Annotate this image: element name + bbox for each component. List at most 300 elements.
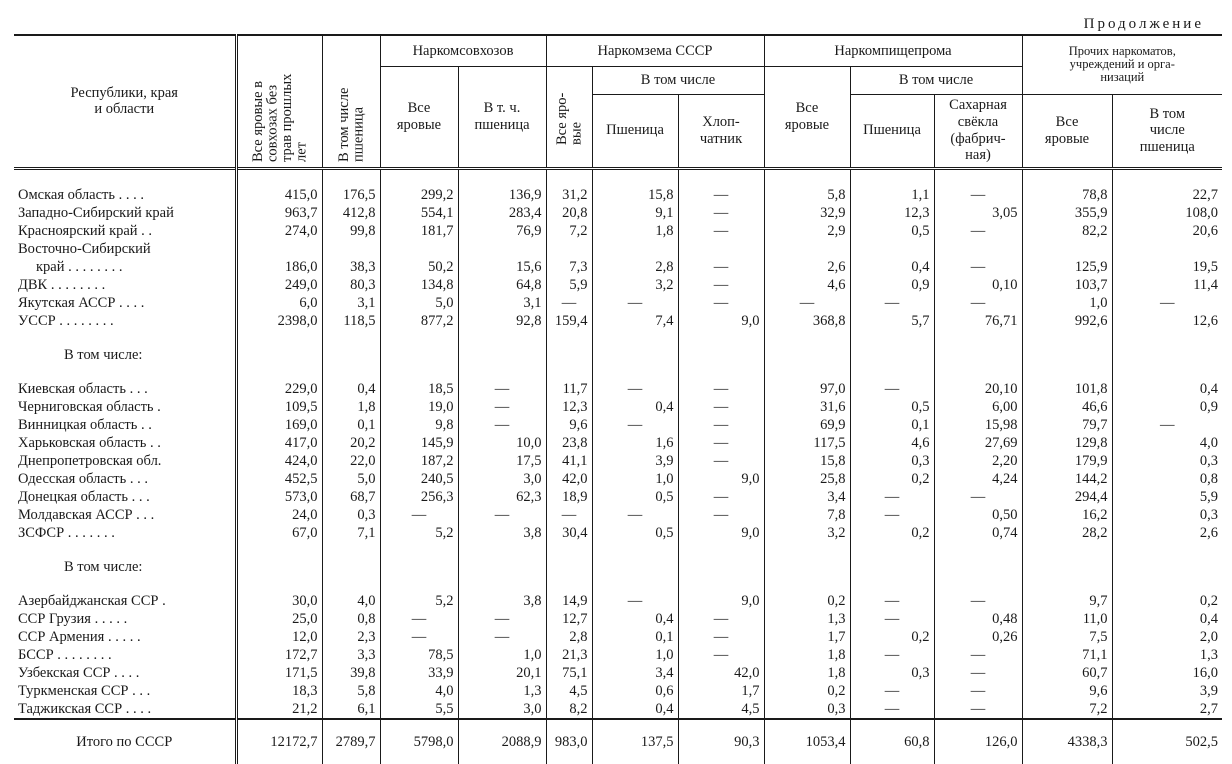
value-cell: 181,7 [380, 222, 458, 240]
section-label-row [14, 346, 1222, 364]
section-label-row [14, 542, 1222, 558]
value-cell: 229,0 [236, 380, 322, 398]
value-cell: 1,0 [458, 646, 546, 664]
header-narkomzema-cotton: Хлоп- чатник [678, 94, 764, 168]
region-name: Азербайджанская ССР . [18, 592, 166, 609]
value-cell: — [592, 506, 678, 524]
value-cell: 3,8 [458, 524, 546, 542]
value-cell: 68,7 [322, 488, 380, 506]
value-cell: 7,3 [546, 258, 592, 276]
table-row [14, 416, 1222, 434]
value-cell: 4,5 [546, 682, 592, 700]
header-narkompishcheproma-all: Все яровые [764, 67, 850, 169]
table-row [14, 276, 1222, 294]
value-cell: — [592, 380, 678, 398]
value-cell: 0,8 [322, 610, 380, 628]
value-cell: 64,8 [458, 276, 546, 294]
value-cell: 2398,0 [236, 312, 322, 330]
value-cell: 9,0 [678, 524, 764, 542]
region-name: Киевская область . . . [18, 380, 148, 397]
continued-label: Продолжение [1083, 16, 1204, 32]
value-cell: 30,0 [236, 592, 322, 610]
value-cell: — [934, 700, 1022, 719]
section-label-row [14, 576, 1222, 592]
value-cell: 7,2 [1022, 700, 1112, 719]
value-cell: 0,48 [934, 610, 1022, 628]
value-cell: — [678, 258, 764, 276]
value-cell: — [678, 488, 764, 506]
value-cell: 5,0 [322, 470, 380, 488]
value-cell: 0,9 [850, 276, 934, 294]
value-cell: 0,3 [850, 452, 934, 470]
value-cell: 3,0 [458, 700, 546, 719]
value-cell: 554,1 [380, 204, 458, 222]
value-cell: 78,5 [380, 646, 458, 664]
value-cell: 15,8 [592, 186, 678, 204]
header-narkomsovkhozov: Наркомсовхозов [380, 35, 546, 67]
value-cell: 12172,7 [236, 719, 322, 764]
header-narkompishcheproma-beet: Сахарная свёкла (фабрич- ная) [934, 94, 1022, 168]
table-row [14, 312, 1222, 330]
value-cell: 137,5 [592, 719, 678, 764]
value-cell: 23,8 [546, 434, 592, 452]
value-cell: 117,5 [764, 434, 850, 452]
value-cell: 32,9 [764, 204, 850, 222]
region-name: ЗСФСР . . . . . . . [18, 524, 115, 541]
value-cell: — [678, 506, 764, 524]
value-cell: 5,2 [380, 524, 458, 542]
value-cell: 3,2 [592, 276, 678, 294]
region-name: ДВК . . . . . . . . [18, 276, 106, 293]
value-cell: 3,05 [934, 204, 1022, 222]
value-cell: 31,6 [764, 398, 850, 416]
value-cell: 41,1 [546, 452, 592, 470]
value-cell: 0,10 [934, 276, 1022, 294]
value-cell: 18,9 [546, 488, 592, 506]
table-row [14, 380, 1222, 398]
value-cell: — [380, 506, 458, 524]
value-cell: 0,1 [592, 628, 678, 646]
value-cell: 0,3 [1112, 506, 1222, 524]
value-cell: 9,6 [1022, 682, 1112, 700]
value-cell: 2,8 [546, 628, 592, 646]
header-other-wheat: В том числе пшеница [1112, 94, 1222, 168]
table-row [14, 506, 1222, 524]
value-cell: — [850, 380, 934, 398]
value-cell: 452,5 [236, 470, 322, 488]
value-cell: — [764, 294, 850, 312]
value-cell: 8,2 [546, 700, 592, 719]
value-cell: — [850, 682, 934, 700]
region-name: ССР Армения . . . . . [18, 628, 141, 645]
value-cell: — [458, 380, 546, 398]
value-cell: 19,5 [1112, 258, 1222, 276]
value-cell: — [592, 416, 678, 434]
value-cell: 129,8 [1022, 434, 1112, 452]
value-cell: — [592, 592, 678, 610]
region-name: Днепропетровская обл. [18, 452, 162, 469]
value-cell: 5,0 [380, 294, 458, 312]
region-name: Таджикская ССР . . . . [18, 700, 152, 717]
value-cell: 2789,7 [322, 719, 380, 764]
region-name: Одесская область . . . [18, 470, 148, 487]
region-name: В том числе: [64, 346, 143, 363]
value-cell: 2,6 [764, 258, 850, 276]
value-cell: 0,2 [850, 524, 934, 542]
value-cell: 90,3 [678, 719, 764, 764]
value-cell: 0,2 [764, 682, 850, 700]
value-cell: 2,6 [1112, 524, 1222, 542]
value-cell: 4,0 [380, 682, 458, 700]
value-cell: 0,4 [322, 380, 380, 398]
value-cell: — [1112, 294, 1222, 312]
value-cell: — [934, 294, 1022, 312]
value-cell: 1,3 [764, 610, 850, 628]
value-cell: 412,8 [322, 204, 380, 222]
value-cell: — [934, 258, 1022, 276]
value-cell: 0,4 [592, 610, 678, 628]
value-cell: 5,8 [764, 186, 850, 204]
value-cell: 7,1 [322, 524, 380, 542]
value-cell: 101,8 [1022, 380, 1112, 398]
value-cell: 24,0 [236, 506, 322, 524]
value-cell: 25,8 [764, 470, 850, 488]
value-cell: 3,1 [458, 294, 546, 312]
value-cell: — [934, 664, 1022, 682]
header-incl-wheat: В том числе пшеница [322, 35, 380, 168]
value-cell: 12,7 [546, 610, 592, 628]
value-cell: 30,4 [546, 524, 592, 542]
value-cell: 0,50 [934, 506, 1022, 524]
value-cell: 283,4 [458, 204, 546, 222]
table-row [14, 592, 1222, 610]
region-name [14, 364, 236, 380]
header-other: Прочих наркоматов, учреждений и орга- низаций [1022, 35, 1222, 94]
value-cell: 125,9 [1022, 258, 1112, 276]
value-cell: 983,0 [546, 719, 592, 764]
region-name: Харьковская область . . [18, 434, 161, 451]
value-cell: 0,2 [850, 628, 934, 646]
value-cell: 3,4 [764, 488, 850, 506]
value-cell: — [850, 506, 934, 524]
header-narkomzema-incl: В том числе [592, 67, 764, 95]
region-name: Молдавская АССР . . . [18, 506, 155, 523]
value-cell: — [934, 646, 1022, 664]
value-cell: 2,3 [322, 628, 380, 646]
value-cell: 11,0 [1022, 610, 1112, 628]
value-cell: 19,0 [380, 398, 458, 416]
value-cell: — [380, 610, 458, 628]
value-cell: — [458, 610, 546, 628]
value-cell: — [850, 646, 934, 664]
value-cell: 75,1 [546, 664, 592, 682]
header-all-spring: Все яровые в совхозах без трав прошлых лет [236, 35, 322, 168]
table-row [14, 470, 1222, 488]
value-cell: — [678, 204, 764, 222]
value-cell: 256,3 [380, 488, 458, 506]
header-other-all: Все яровые [1022, 94, 1112, 168]
table-row [14, 186, 1222, 204]
value-cell: 0,8 [1112, 470, 1222, 488]
value-cell: 294,4 [1022, 488, 1112, 506]
value-cell: 1,3 [458, 682, 546, 700]
value-cell: 136,9 [458, 186, 546, 204]
value-cell: 0,4 [1112, 380, 1222, 398]
value-cell: — [546, 506, 592, 524]
value-cell: 18,3 [236, 682, 322, 700]
value-cell: 1,8 [592, 222, 678, 240]
value-cell: 145,9 [380, 434, 458, 452]
section-label-row [14, 330, 1222, 346]
value-cell: 20,2 [322, 434, 380, 452]
value-cell: — [678, 276, 764, 294]
region-name: ССР Грузия . . . . . [18, 610, 128, 627]
region-name: Винницкая область . . [18, 416, 152, 433]
value-cell: 0,2 [850, 470, 934, 488]
value-cell: 1,1 [850, 186, 934, 204]
value-cell: 5798,0 [380, 719, 458, 764]
value-cell: 5,9 [546, 276, 592, 294]
value-cell: 0,74 [934, 524, 1022, 542]
value-cell: — [934, 186, 1022, 204]
value-cell: 0,4 [1112, 610, 1222, 628]
value-cell: 1,8 [764, 646, 850, 664]
value-cell: 4,5 [678, 700, 764, 719]
value-cell: 1053,4 [764, 719, 850, 764]
region-name: Красноярский край . . [18, 222, 153, 239]
value-cell: 103,7 [1022, 276, 1112, 294]
value-cell: 71,1 [1022, 646, 1112, 664]
region-name: Омская область . . . . [18, 186, 144, 203]
value-cell: 12,6 [1112, 312, 1222, 330]
region-name: край . . . . . . . . [36, 258, 123, 275]
value-cell: 176,5 [322, 186, 380, 204]
value-cell: 118,5 [322, 312, 380, 330]
value-cell: 0,3 [322, 506, 380, 524]
value-cell: — [678, 380, 764, 398]
value-cell: 109,5 [236, 398, 322, 416]
value-cell: 3,2 [764, 524, 850, 542]
value-cell: 1,3 [1112, 646, 1222, 664]
value-cell: 67,0 [236, 524, 322, 542]
value-cell: 355,9 [1022, 204, 1112, 222]
value-cell: — [458, 398, 546, 416]
value-cell: 7,8 [764, 506, 850, 524]
value-cell: 78,8 [1022, 186, 1112, 204]
value-cell: — [458, 628, 546, 646]
value-cell: 15,6 [458, 258, 546, 276]
value-cell: — [678, 434, 764, 452]
value-cell: 368,8 [764, 312, 850, 330]
value-cell: 187,2 [380, 452, 458, 470]
value-cell: — [546, 294, 592, 312]
table-row [14, 294, 1222, 312]
table-row [14, 488, 1222, 506]
value-cell: 20,10 [934, 380, 1022, 398]
value-cell: 1,7 [678, 682, 764, 700]
value-cell: 76,71 [934, 312, 1022, 330]
value-cell: 1,7 [764, 628, 850, 646]
value-cell: 3,1 [322, 294, 380, 312]
value-cell: — [934, 682, 1022, 700]
value-cell: 9,0 [678, 470, 764, 488]
value-cell: 22,7 [1112, 186, 1222, 204]
value-cell: 963,7 [236, 204, 322, 222]
table-row [14, 664, 1222, 682]
header-narkompishcheproma-wheat: Пшеница [850, 94, 934, 168]
region-name: Донецкая область . . . [18, 488, 150, 505]
value-cell: 2,9 [764, 222, 850, 240]
value-cell: 21,2 [236, 700, 322, 719]
value-cell: — [678, 452, 764, 470]
table-row [14, 204, 1222, 222]
value-cell: 9,1 [592, 204, 678, 222]
value-cell: 17,5 [458, 452, 546, 470]
value-cell: 0,1 [850, 416, 934, 434]
value-cell: 0,3 [850, 664, 934, 682]
value-cell: — [850, 592, 934, 610]
value-cell: 0,1 [322, 416, 380, 434]
value-cell: 9,0 [678, 312, 764, 330]
value-cell: 60,7 [1022, 664, 1112, 682]
value-cell: 60,8 [850, 719, 934, 764]
value-cell: 50,2 [380, 258, 458, 276]
value-cell: — [678, 416, 764, 434]
value-cell: 3,0 [458, 470, 546, 488]
value-cell: 299,2 [380, 186, 458, 204]
value-cell: 240,5 [380, 470, 458, 488]
value-cell: 11,7 [546, 380, 592, 398]
value-cell: 6,00 [934, 398, 1022, 416]
value-cell: 4338,3 [1022, 719, 1112, 764]
value-cell: 5,9 [1112, 488, 1222, 506]
value-cell: 0,5 [850, 222, 934, 240]
value-cell: 179,9 [1022, 452, 1112, 470]
value-cell: 7,4 [592, 312, 678, 330]
value-cell: 502,5 [1112, 719, 1222, 764]
spring-crops-table [14, 34, 1222, 764]
value-cell: 7,5 [1022, 628, 1112, 646]
value-cell: 1,8 [764, 664, 850, 682]
value-cell: 20,6 [1112, 222, 1222, 240]
value-cell: — [1112, 416, 1222, 434]
value-cell: 159,4 [546, 312, 592, 330]
table-row [14, 258, 1222, 276]
table-body [14, 168, 1222, 764]
value-cell: 0,2 [764, 592, 850, 610]
value-cell: — [678, 186, 764, 204]
header-region: Республики, края и области [14, 35, 236, 168]
value-cell: — [850, 294, 934, 312]
value-cell: 12,3 [546, 398, 592, 416]
value-cell: — [678, 294, 764, 312]
section-label-row [14, 240, 1222, 258]
value-cell: 0,5 [592, 524, 678, 542]
value-cell: 9,7 [1022, 592, 1112, 610]
value-cell: 877,2 [380, 312, 458, 330]
value-cell: 39,8 [322, 664, 380, 682]
value-cell: 573,0 [236, 488, 322, 506]
table-row [14, 700, 1222, 719]
value-cell: — [934, 222, 1022, 240]
header-narkomzema-all: Все яро- вые [546, 67, 592, 169]
value-cell: 134,8 [380, 276, 458, 294]
value-cell: 38,3 [322, 258, 380, 276]
value-cell: 7,2 [546, 222, 592, 240]
value-cell: 4,6 [764, 276, 850, 294]
value-cell: 0,9 [1112, 398, 1222, 416]
value-cell: 3,8 [458, 592, 546, 610]
value-cell: 5,2 [380, 592, 458, 610]
value-cell: 31,2 [546, 186, 592, 204]
value-cell: 27,69 [934, 434, 1022, 452]
table-row [14, 434, 1222, 452]
value-cell: 0,4 [592, 700, 678, 719]
value-cell: 20,8 [546, 204, 592, 222]
value-cell: — [850, 488, 934, 506]
header-narkompishcheproma-incl: В том числе [850, 67, 1022, 95]
value-cell: 0,6 [592, 682, 678, 700]
value-cell: 12,0 [236, 628, 322, 646]
value-cell: 25,0 [236, 610, 322, 628]
value-cell: 6,0 [236, 294, 322, 312]
region-name: Черниговская область . [18, 398, 161, 415]
value-cell: — [850, 700, 934, 719]
value-cell: 99,8 [322, 222, 380, 240]
region-name: В том числе: [64, 558, 143, 575]
value-cell: 108,0 [1112, 204, 1222, 222]
value-cell: 79,7 [1022, 416, 1112, 434]
header-narkomzema-wheat: Пшеница [592, 94, 678, 168]
value-cell: 14,9 [546, 592, 592, 610]
section-label-row [14, 558, 1222, 576]
value-cell: 5,7 [850, 312, 934, 330]
table-row [14, 646, 1222, 664]
value-cell: 3,3 [322, 646, 380, 664]
region-name: Узбекская ССР . . . . [18, 664, 140, 681]
header-narkompishcheproma: Наркомпищепрома [764, 35, 1022, 67]
value-cell: — [678, 398, 764, 416]
value-cell: 0,2 [1112, 592, 1222, 610]
value-cell: 2,0 [1112, 628, 1222, 646]
value-cell: 16,0 [1112, 664, 1222, 682]
table-row [14, 610, 1222, 628]
value-cell: 144,2 [1022, 470, 1112, 488]
value-cell: — [678, 646, 764, 664]
header-narkomsovkhozov-all: Все яровые [380, 67, 458, 169]
value-cell: — [592, 294, 678, 312]
value-cell: 3,9 [1112, 682, 1222, 700]
value-cell: 9,6 [546, 416, 592, 434]
value-cell: 4,24 [934, 470, 1022, 488]
region-name: Восточно-Сибирский [18, 240, 151, 257]
value-cell: 15,98 [934, 416, 1022, 434]
region-name: БССР . . . . . . . . [18, 646, 112, 663]
value-cell: — [380, 628, 458, 646]
table-row [14, 452, 1222, 470]
header-narkomsovkhozov-wheat: В т. ч. пшеница [458, 67, 546, 169]
value-cell: 992,6 [1022, 312, 1112, 330]
value-cell: 0,5 [850, 398, 934, 416]
value-cell: 417,0 [236, 434, 322, 452]
region-name [14, 330, 236, 346]
value-cell: 4,0 [1112, 434, 1222, 452]
value-cell: 2,8 [592, 258, 678, 276]
value-cell: 5,5 [380, 700, 458, 719]
value-cell: 22,0 [322, 452, 380, 470]
value-cell: 1,0 [592, 646, 678, 664]
value-cell: 249,0 [236, 276, 322, 294]
